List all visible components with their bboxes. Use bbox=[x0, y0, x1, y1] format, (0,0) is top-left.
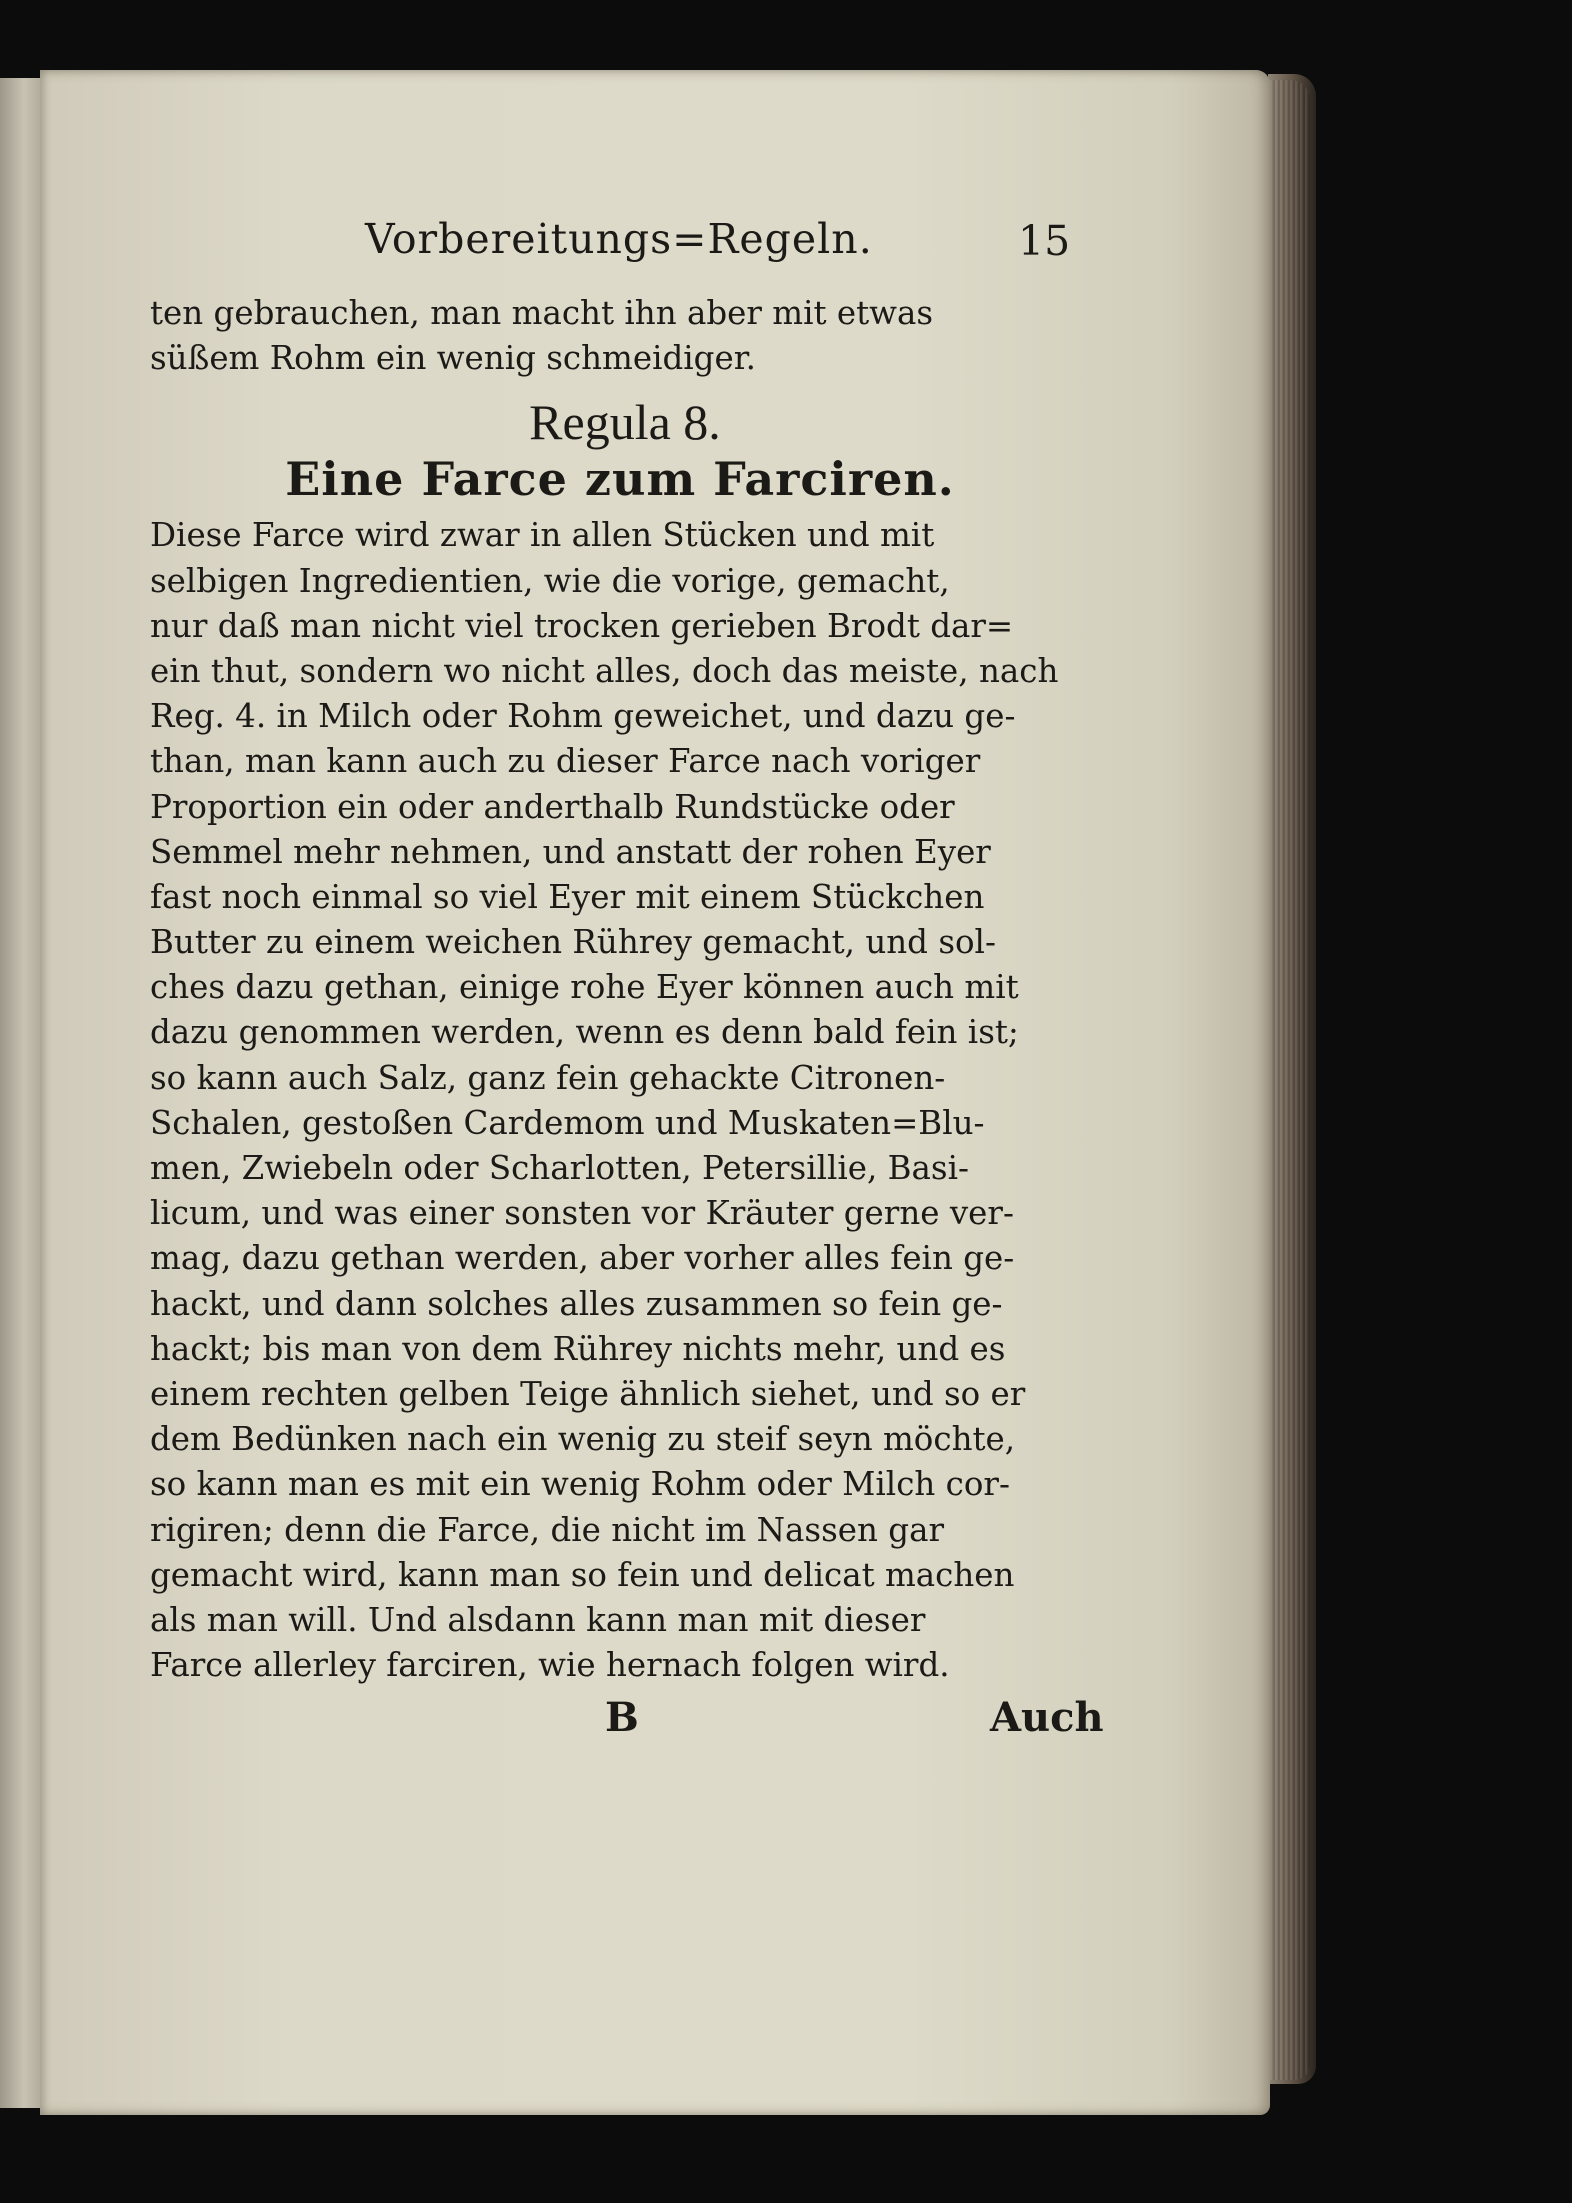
intro-lines bbox=[150, 291, 1070, 381]
text-line: so kann man es mit ein wenig Rohm oder Milch cor- bbox=[150, 1465, 1010, 1504]
signature-mark: B bbox=[605, 1694, 639, 1742]
text-line: dem Bedünken nach ein wenig zu steif seyn möchte, bbox=[150, 1420, 1016, 1459]
text-line: süßem Rohm ein wenig schmeidiger. bbox=[150, 339, 757, 378]
text-line: Semmel mehr nehmen, und anstatt der rohen Eyer bbox=[150, 832, 991, 871]
text-line: Proportion ein oder anderthalb Rundstücke oder bbox=[150, 787, 955, 826]
text-line: einem rechten gelben Teige ähnlich siehet, und so er bbox=[150, 1374, 1026, 1413]
running-head-title: Vorbereitungs=Regeln. bbox=[365, 215, 873, 263]
text-line: than, man kann auch zu dieser Farce nach voriger bbox=[150, 742, 981, 781]
text-line: fast noch einmal so viel Eyer mit einem Stückchen bbox=[150, 877, 985, 916]
text-line: ten gebrauchen, man macht ihn aber mit etwas bbox=[150, 294, 934, 332]
catchword: Auch bbox=[990, 1694, 1104, 1742]
text-line: licum, und was einer sonsten vor Kräuter gerne ver- bbox=[150, 1194, 1014, 1233]
text-line: selbigen Ingredientien, wie die vorige, gemacht, bbox=[150, 561, 950, 600]
body-paragraph bbox=[150, 513, 1070, 1688]
text-line: so kann auch Salz, ganz fein gehackte Citronen- bbox=[150, 1058, 946, 1097]
text-line: als man will. Und alsdann kann man mit dieser bbox=[150, 1600, 926, 1639]
text-line: Farce allerley farciren, wie hernach folgen wird. bbox=[150, 1646, 950, 1685]
text-line: Diese Farce wird zwar in allen Stücken und mit bbox=[150, 516, 935, 555]
text-line: gemacht wird, kann man so fein und delicat machen bbox=[150, 1555, 1015, 1594]
text-line: Butter zu einem weichen Rührey gemacht, und sol- bbox=[150, 923, 996, 962]
text-line: hackt; bis man von dem Rührey nichts mehr, und es bbox=[150, 1329, 1006, 1368]
facing-page-edge bbox=[0, 78, 40, 2108]
rule-heading: Regula 8. bbox=[529, 394, 721, 451]
text-line: rigiren; denn die Farce, die nicht im Nassen gar bbox=[150, 1510, 944, 1549]
page-number: 15 bbox=[1018, 217, 1071, 265]
text-line: nur daß man nicht viel trocken gerieben Brodt dar= bbox=[150, 606, 1014, 645]
running-head bbox=[150, 215, 1070, 277]
page-text-block bbox=[150, 215, 1104, 1750]
rule-subheading: Eine Farce zum Farciren. bbox=[285, 452, 955, 507]
text-line: dazu genommen werden, wenn es denn bald fein ist; bbox=[150, 1013, 1019, 1052]
text-line: Schalen, gestoßen Cardemom und Muskaten=Blu- bbox=[150, 1103, 985, 1142]
page-stack-lines bbox=[1270, 80, 1310, 2080]
text-line: mag, dazu gethan werden, aber vorher alles fein ge- bbox=[150, 1239, 1015, 1278]
text-line: Reg. 4. in Milch oder Rohm geweichet, und dazu ge- bbox=[150, 697, 1016, 736]
text-line: hackt, und dann solches alles zusammen so fein ge- bbox=[150, 1284, 1003, 1323]
text-line: ches dazu gethan, einige rohe Eyer können auch mit bbox=[150, 968, 1019, 1007]
text-line: men, Zwiebeln oder Scharlotten, Petersillie, Basi- bbox=[150, 1149, 969, 1187]
page-footer bbox=[150, 1690, 1104, 1750]
text-line: ein thut, sondern wo nicht alles, doch das meiste, nach bbox=[150, 651, 1059, 690]
